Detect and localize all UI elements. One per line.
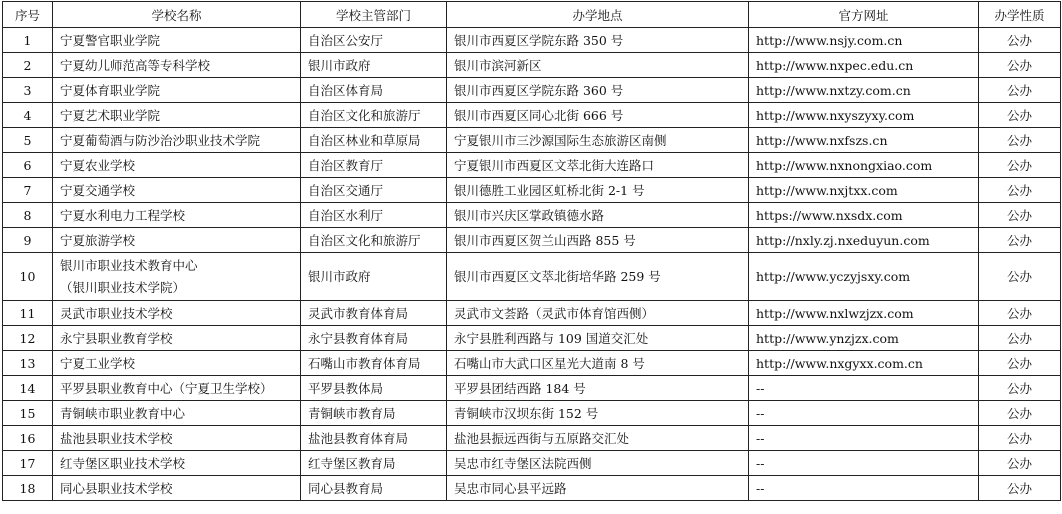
cell-address: 灵武市文荟路（灵武市体育馆西侧） — [447, 301, 749, 326]
cell-nature: 公办 — [979, 351, 1061, 376]
cell-school-name — [53, 128, 301, 153]
cell-school-name — [53, 53, 301, 78]
cell-department: 永宁县教育体育局 — [301, 326, 447, 351]
table-row — [3, 178, 1061, 203]
cell-address: 青铜峡市汉坝东街 152 号 — [447, 401, 749, 426]
cell-address: 银川市兴庆区掌政镇德水路 — [447, 203, 749, 228]
cell-website: -- — [749, 476, 979, 501]
cell-no: 6 — [3, 153, 53, 178]
cell-website: http://www.nsjy.com.cn — [749, 28, 979, 53]
cell-nature: 公办 — [979, 476, 1061, 501]
table-row — [3, 78, 1061, 103]
school-name-line: 青铜峡市职业教育中心 — [60, 406, 186, 421]
school-name-line: 永宁县职业教育学校 — [60, 331, 173, 346]
cell-nature: 公办 — [979, 78, 1061, 103]
table-row — [3, 253, 1061, 301]
table-row — [3, 351, 1061, 376]
cell-address: 平罗县团结西路 184 号 — [447, 376, 749, 401]
header-no: 序号 — [3, 2, 53, 28]
cell-no: 18 — [3, 476, 53, 501]
cell-nature: 公办 — [979, 301, 1061, 326]
cell-website: http://nxly.zj.nxeduyun.com — [749, 228, 979, 253]
cell-department: 自治区交通厅 — [301, 178, 447, 203]
cell-no: 8 — [3, 203, 53, 228]
cell-department: 石嘴山市教育体育局 — [301, 351, 447, 376]
school-name-line: 红寺堡区职业技术学校 — [60, 456, 186, 471]
cell-no: 16 — [3, 426, 53, 451]
cell-website: http://www.yczyjsxy.com — [749, 253, 979, 301]
cell-no: 14 — [3, 376, 53, 401]
cell-address: 银川市西夏区同心北街 666 号 — [447, 103, 749, 128]
cell-nature: 公办 — [979, 203, 1061, 228]
cell-school-name — [53, 178, 301, 203]
header-address: 办学地点 — [447, 2, 749, 28]
table-row — [3, 228, 1061, 253]
school-name-line: 宁夏工业学校 — [60, 356, 136, 371]
cell-department: 自治区文化和旅游厅 — [301, 228, 447, 253]
table-row — [3, 401, 1061, 426]
header-row — [3, 2, 1061, 28]
table-body — [3, 28, 1061, 501]
table-row — [3, 426, 1061, 451]
cell-website: -- — [749, 451, 979, 476]
cell-no: 5 — [3, 128, 53, 153]
cell-nature: 公办 — [979, 178, 1061, 203]
cell-school-name — [53, 78, 301, 103]
table-row — [3, 28, 1061, 53]
cell-department: 平罗县教体局 — [301, 376, 447, 401]
cell-address: 宁夏银川市西夏区文萃北街大连路口 — [447, 153, 749, 178]
school-name-line: 平罗县职业教育中心（宁夏卫生学校） — [60, 381, 273, 396]
cell-school-name — [53, 203, 301, 228]
cell-school-name — [53, 153, 301, 178]
cell-address: 银川市西夏区贺兰山西路 855 号 — [447, 228, 749, 253]
cell-department: 盐池县教育体育局 — [301, 426, 447, 451]
school-name-line: 宁夏农业学校 — [60, 158, 136, 173]
cell-no: 17 — [3, 451, 53, 476]
cell-no: 9 — [3, 228, 53, 253]
table-row — [3, 301, 1061, 326]
cell-department: 自治区教育厅 — [301, 153, 447, 178]
header-department: 学校主管部门 — [301, 2, 447, 28]
cell-no: 2 — [3, 53, 53, 78]
table-row — [3, 326, 1061, 351]
school-name-line: 宁夏旅游学校 — [60, 233, 136, 248]
cell-address: 石嘴山市大武口区星光大道南 8 号 — [447, 351, 749, 376]
cell-no: 3 — [3, 78, 53, 103]
cell-website: -- — [749, 376, 979, 401]
table-row — [3, 451, 1061, 476]
cell-department: 自治区公安厅 — [301, 28, 447, 53]
cell-school-name — [53, 426, 301, 451]
cell-website: https://www.nxsdx.com — [749, 203, 979, 228]
cell-school-name — [53, 228, 301, 253]
cell-address: 吴忠市红寺堡区法院西侧 — [447, 451, 749, 476]
cell-address: 宁夏银川市三沙源国际生态旅游区南侧 — [447, 128, 749, 153]
cell-address: 银川市西夏区学院东路 360 号 — [447, 78, 749, 103]
cell-nature: 公办 — [979, 326, 1061, 351]
cell-address: 吴忠市同心县平远路 — [447, 476, 749, 501]
cell-school-name — [53, 301, 301, 326]
cell-department: 自治区文化和旅游厅 — [301, 103, 447, 128]
cell-no: 15 — [3, 401, 53, 426]
cell-nature: 公办 — [979, 253, 1061, 301]
cell-website: http://www.nxgyxx.com.cn — [749, 351, 979, 376]
cell-nature: 公办 — [979, 28, 1061, 53]
table-row — [3, 376, 1061, 401]
cell-address: 永宁县胜利西路与 109 国道交汇处 — [447, 326, 749, 351]
cell-department: 灵武市教育体育局 — [301, 301, 447, 326]
header-website: 官方网址 — [749, 2, 979, 28]
school-name-line: 宁夏交通学校 — [60, 183, 136, 198]
cell-address: 银川市西夏区学院东路 350 号 — [447, 28, 749, 53]
cell-department: 红寺堡区教育局 — [301, 451, 447, 476]
cell-website: http://www.nxjtxx.com — [749, 178, 979, 203]
cell-website: http://www.ynzjzx.com — [749, 326, 979, 351]
cell-department: 银川市政府 — [301, 53, 447, 78]
cell-school-name — [53, 351, 301, 376]
cell-no: 1 — [3, 28, 53, 53]
cell-website: http://www.nxyszyxy.com — [749, 103, 979, 128]
school-name-line: 宁夏体育职业学院 — [60, 83, 161, 98]
cell-department: 自治区林业和草原局 — [301, 128, 447, 153]
cell-no: 10 — [3, 253, 53, 301]
cell-school-name — [53, 376, 301, 401]
schools-table — [2, 1, 1061, 501]
table-row — [3, 476, 1061, 501]
cell-department: 自治区体育局 — [301, 78, 447, 103]
table-row — [3, 128, 1061, 153]
school-name-line: 宁夏艺术职业学院 — [60, 108, 161, 123]
cell-school-name — [53, 28, 301, 53]
cell-no: 11 — [3, 301, 53, 326]
cell-school-name — [53, 253, 301, 301]
cell-nature: 公办 — [979, 228, 1061, 253]
cell-nature: 公办 — [979, 103, 1061, 128]
cell-website: http://www.nxpec.edu.cn — [749, 53, 979, 78]
cell-nature: 公办 — [979, 376, 1061, 401]
cell-address: 银川德胜工业园区虹桥北街 2-1 号 — [447, 178, 749, 203]
cell-school-name — [53, 451, 301, 476]
cell-address: 银川市滨河新区 — [447, 53, 749, 78]
cell-website: http://www.nxfszs.cn — [749, 128, 979, 153]
cell-nature: 公办 — [979, 426, 1061, 451]
cell-department: 青铜峡市教育局 — [301, 401, 447, 426]
school-name-line: 银川市职业技术教育中心 — [60, 257, 198, 273]
table-header — [3, 2, 1061, 28]
cell-department: 银川市政府 — [301, 253, 447, 301]
cell-department: 同心县教育局 — [301, 476, 447, 501]
cell-nature: 公办 — [979, 128, 1061, 153]
cell-no: 13 — [3, 351, 53, 376]
school-name-line: 盐池县职业技术学校 — [60, 431, 173, 446]
school-name-line: （银川职业技术学院） — [60, 279, 186, 295]
cell-school-name — [53, 476, 301, 501]
cell-nature: 公办 — [979, 401, 1061, 426]
cell-website: -- — [749, 426, 979, 451]
cell-website: -- — [749, 401, 979, 426]
cell-website: http://www.nxtzy.com.cn — [749, 78, 979, 103]
table-row — [3, 203, 1061, 228]
header-nature: 办学性质 — [979, 2, 1061, 28]
cell-nature: 公办 — [979, 153, 1061, 178]
cell-no: 4 — [3, 103, 53, 128]
school-name-line: 宁夏葡萄酒与防沙治沙职业技术学院 — [60, 133, 261, 148]
cell-nature: 公办 — [979, 53, 1061, 78]
table-row — [3, 53, 1061, 78]
cell-school-name — [53, 103, 301, 128]
table-row — [3, 153, 1061, 178]
school-name-line: 宁夏幼儿师范高等专科学校 — [60, 58, 211, 73]
cell-school-name — [53, 401, 301, 426]
school-name-line: 宁夏警官职业学院 — [60, 33, 161, 48]
header-school-name: 学校名称 — [53, 2, 301, 28]
cell-department: 自治区水利厅 — [301, 203, 447, 228]
cell-no: 7 — [3, 178, 53, 203]
cell-website: http://www.nxlwzjzx.com — [749, 301, 979, 326]
school-name-line: 灵武市职业技术学校 — [60, 306, 173, 321]
school-name-line: 同心县职业技术学校 — [60, 481, 173, 496]
cell-address: 盐池县振远西街与五原路交汇处 — [447, 426, 749, 451]
cell-address: 银川市西夏区文萃北街培华路 259 号 — [447, 253, 749, 301]
table-row — [3, 103, 1061, 128]
cell-website: http://www.nxnongxiao.com — [749, 153, 979, 178]
cell-nature: 公办 — [979, 451, 1061, 476]
cell-school-name — [53, 326, 301, 351]
school-name-line: 宁夏水利电力工程学校 — [60, 208, 186, 223]
cell-no: 12 — [3, 326, 53, 351]
